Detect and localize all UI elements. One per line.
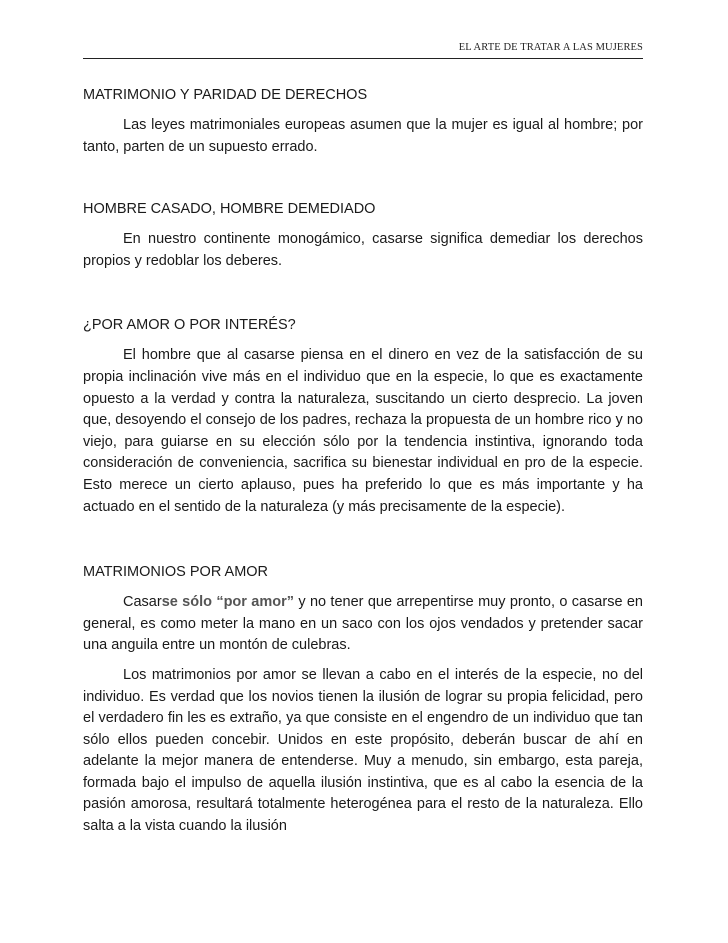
paragraph: Los matrimonios por amor se llevan a cabo en el interés de la especie, no del individuo. Es verdad que los novios tienen la ilusión de lograr su propia felicidad, pero el verdadero fin les es extraño, ya que consiste en el engendro de un individuo que tan sólo ellos pueden concebir. Unidos en este propósito, deberán buscar de ahí en adelante la mejor manera de entenderse. Muy a menudo, sin embargo, esta pareja, formada bajo el impulso de aquella ilusión instintiva, que es al cabo la esencia de la pasión amorosa, resultará totalmente heterogénea para el resto de la naturaleza. Ello salta a la vista cuando la ilusión bbox=[83, 666, 643, 835]
paragraph: En nuestro continente monogámico, casarse significa demediar los derechos propios y redoblar los deberes. bbox=[83, 231, 643, 269]
section-heading: MATRIMONIOS POR AMOR bbox=[83, 564, 269, 581]
section-hombre-casado bbox=[83, 199, 643, 272]
running-header-title: EL ARTE DE TRATAR A LAS MUJERES bbox=[458, 42, 643, 53]
emphasized-phrase: se sólo “por amor” bbox=[161, 594, 294, 611]
running-header bbox=[83, 38, 643, 59]
document-body bbox=[83, 85, 643, 838]
section-matrimonio-paridad bbox=[83, 85, 643, 158]
paragraph bbox=[83, 592, 643, 657]
section-matrimonios-por-amor bbox=[83, 562, 643, 838]
paragraph-lead: Casar bbox=[123, 594, 162, 611]
paragraph-rest: y no tener que arrepentirse muy pronto, o casarse en general, es como meter la mano en un saco con los ojos vendados y pretender sacar una anguila entre un montón de culebras. bbox=[83, 594, 643, 654]
section-amor-o-interes bbox=[83, 315, 643, 518]
section-heading: ¿POR AMOR O POR INTERÉS? bbox=[83, 317, 296, 334]
paragraph: El hombre que al casarse piensa en el dinero en vez de la satisfacción de su propia inclinación vive más en el individuo que en la especie, lo que es exactamente opuesto a la verdad y contra la naturaleza, suscitando un cierto desprecio. La joven que, desoyendo el consejo de los padres, rechaza la propuesta de un hombre rico y no viejo, para guiarse en su elección sólo por la tendencia instintiva, ignorando toda consideración de conveniencia, sacrifica su bienestar individual en pro de la especie. Esto merece un cierto aplauso, pues ha preferido lo que es más importante y ha actuado en el sentido de la naturaleza (y más precisamente de la especie). bbox=[83, 347, 643, 515]
section-heading: HOMBRE CASADO, HOMBRE DEMEDIADO bbox=[83, 201, 376, 218]
paragraph: Las leyes matrimoniales europeas asumen que la mujer es igual al hombre; por tanto, parten de un supuesto errado. bbox=[83, 117, 643, 155]
section-heading: MATRIMONIO Y PARIDAD DE DERECHOS bbox=[83, 87, 368, 103]
